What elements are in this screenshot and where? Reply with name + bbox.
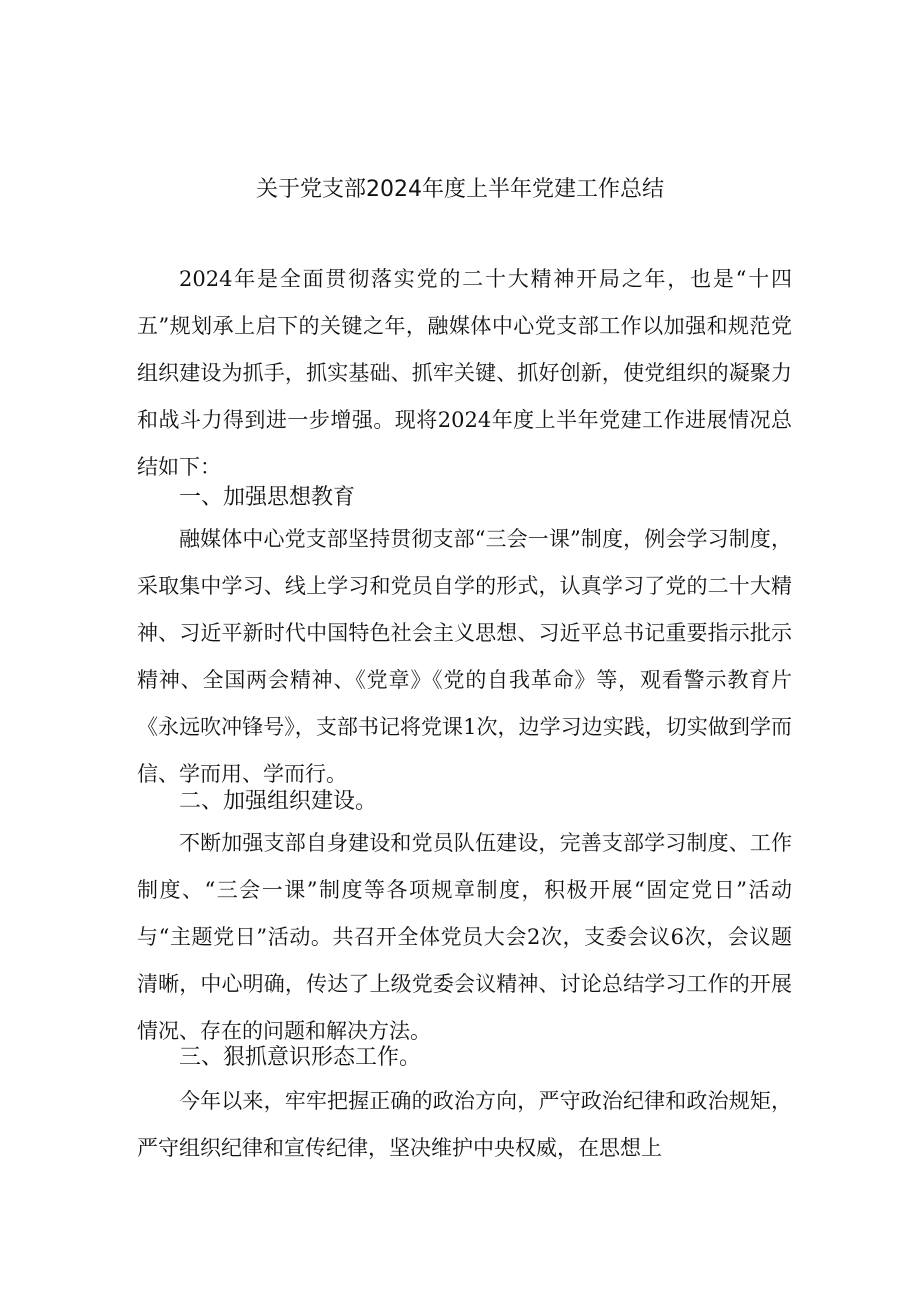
section-body-organization-building: 不断加强支部自身建设和党员队伍建设，完善支部学习制度、工作制度、“三会一课”制度等各项规章制度，积极开展“固定党日”活动与“主题党日”活动。共召开全体党员大会2次，支委会议6次，会议题清晰，中心明确，传达了上级党委会议精神、讨论总结学习工作的开展情况、存在的问题和解决方法。 xyxy=(137,831,792,1043)
intro-paragraph: 2024年是全面贯彻落实党的二十大精神开局之年，也是“十四五”规划承上启下的关键之年，融媒体中心党支部工作以加强和规范党组织建设为抓手，抓实基础、抓牢关键、抓好创新，使党组织的凝聚力和战斗力得到进一步增强。现将2024年度上半年党建工作进展情况总结如下： xyxy=(137,267,792,479)
section-heading-organization-building: 二、加强组织建设。 xyxy=(179,789,378,814)
section-body-ideology-work: 今年以来，牢牢把握正确的政治方向，严守政治纪律和政治规矩，严守组织纪律和宣传纪律，坚决维护中央权威，在思想上 xyxy=(137,1089,792,1160)
section-heading-thought-education: 一、加强思想教育 xyxy=(179,485,356,510)
section-heading-ideology-work: 三、狠抓意识形态工作。 xyxy=(179,1045,422,1070)
document-title: 关于党支部2024年度上半年党建工作总结 xyxy=(256,177,664,202)
section-body-thought-education: 融媒体中心党支部坚持贯彻支部“三会一课”制度，例会学习制度，采取集中学习、线上学习和党员自学的形式，认真学习了党的二十大精神、习近平新时代中国特色社会主义思想、习近平总书记重要指示批示精神、全国两会精神、《党章》《党的自我革命》等，观看警示教育片《永远吹冲锋号》，支部书记将党课1次，边学习边实践，切实做到学而信、学而用、学而行。 xyxy=(137,527,792,786)
